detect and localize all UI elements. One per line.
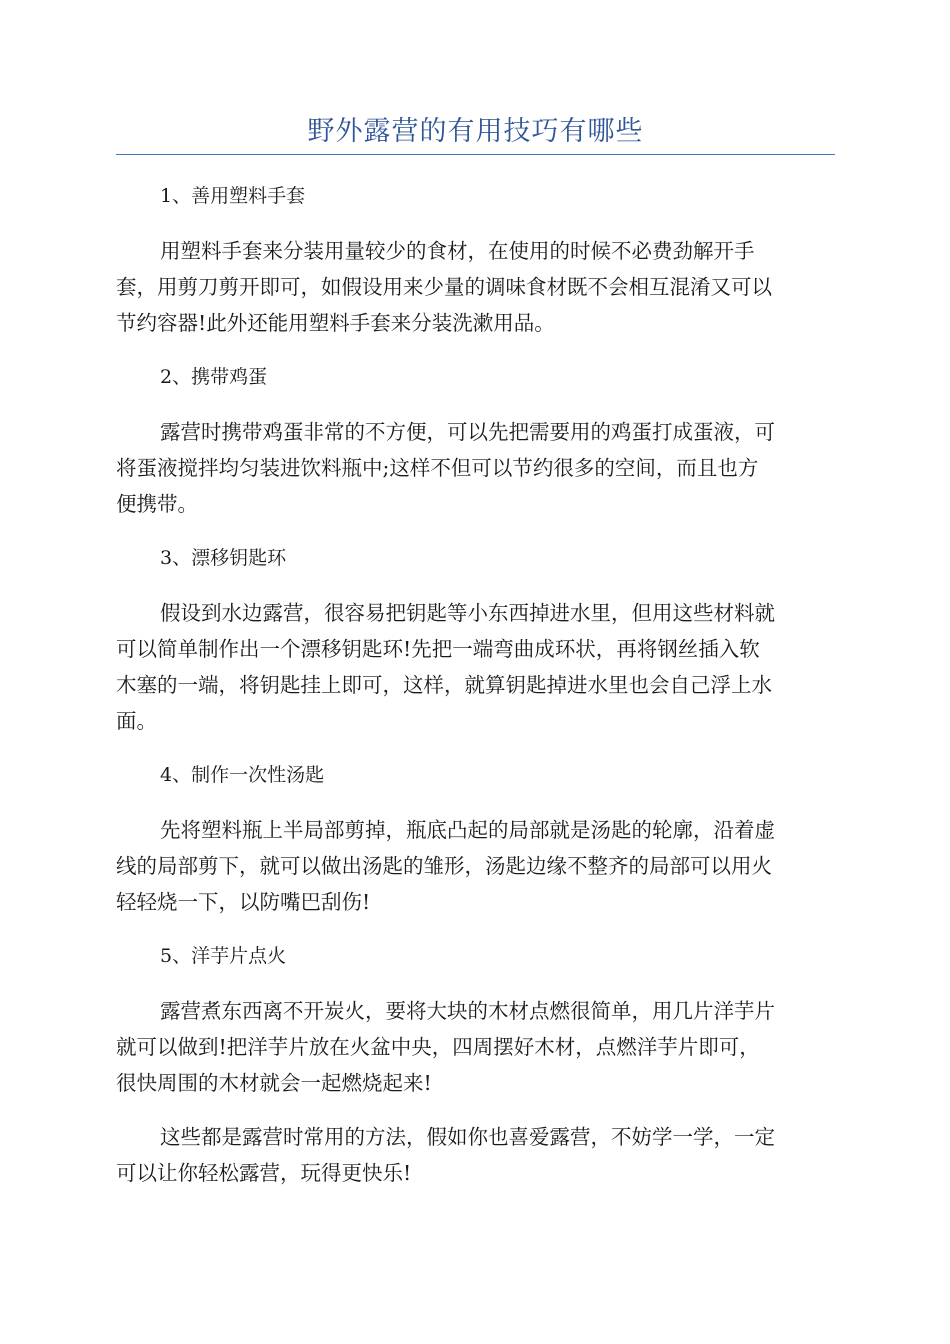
section-paragraph	[116, 414, 835, 522]
title-underline	[116, 154, 835, 155]
paragraph-line: 套，用剪刀剪开即可，如假设用来少量的调味食材既不会相互混淆又可以	[116, 275, 772, 299]
paragraph-line: 将蛋液搅拌均匀装进饮料瓶中;这样不但可以节约很多的空间，而且也方	[116, 456, 759, 480]
section-paragraph	[116, 233, 835, 341]
section-heading: 1、善用塑料手套	[160, 185, 306, 207]
section-heading: 2、携带鸡蛋	[160, 366, 268, 388]
paragraph-line: 这些都是露营时常用的方法，假如你也喜爱露营，不妨学一学，一定	[160, 1125, 775, 1149]
section-heading: 3、漂移钥匙环	[160, 547, 287, 569]
paragraph-line: 先将塑料瓶上半局部剪掉，瓶底凸起的局部就是汤匙的轮廓，沿着虚	[160, 818, 775, 842]
document-body	[116, 178, 835, 1209]
section-heading: 5、洋芋片点火	[160, 945, 287, 967]
paragraph-line: 木塞的一端，将钥匙挂上即可，这样，就算钥匙掉进水里也会自己浮上水	[116, 673, 772, 697]
section-heading: 4、制作一次性汤匙	[160, 764, 325, 786]
paragraph-line: 就可以做到!把洋芋片放在火盆中央，四周摆好木材，点燃洋芋片即可，	[116, 1035, 760, 1059]
paragraph-line: 轻轻烧一下，以防嘴巴刮伤!	[116, 890, 371, 914]
paragraph-line: 可以简单制作出一个漂移钥匙环!先把一端弯曲成环状，再将钢丝插入软	[116, 637, 760, 661]
section-paragraph	[116, 993, 835, 1101]
paragraph-line: 便携带。	[116, 492, 198, 516]
section-paragraph	[116, 595, 835, 739]
paragraph-line: 可以让你轻松露营，玩得更快乐!	[116, 1161, 412, 1185]
paragraph-line: 节约容器!此外还能用塑料手套来分装洗漱用品。	[116, 311, 555, 335]
paragraph-line: 面。	[116, 709, 157, 733]
section-paragraph	[116, 812, 835, 920]
paragraph-line: 用塑料手套来分装用量较少的食材，在使用的时候不必费劲解开手	[160, 239, 755, 263]
paragraph-line: 很快周围的木材就会一起燃烧起来!	[116, 1071, 432, 1095]
paragraph-line: 露营时携带鸡蛋非常的不方便，可以先把需要用的鸡蛋打成蛋液，可	[160, 420, 775, 444]
closing-paragraph	[116, 1119, 835, 1191]
paragraph-line: 露营煮东西离不开炭火，要将大块的木材点燃很简单，用几片洋芋片	[160, 999, 775, 1023]
document-title: 野外露营的有用技巧有哪些	[307, 116, 644, 147]
paragraph-line: 线的局部剪下，就可以做出汤匙的雏形，汤匙边缘不整齐的局部可以用火	[116, 854, 772, 878]
paragraph-line: 假设到水边露营，很容易把钥匙等小东西掉进水里，但用这些材料就	[160, 601, 775, 625]
